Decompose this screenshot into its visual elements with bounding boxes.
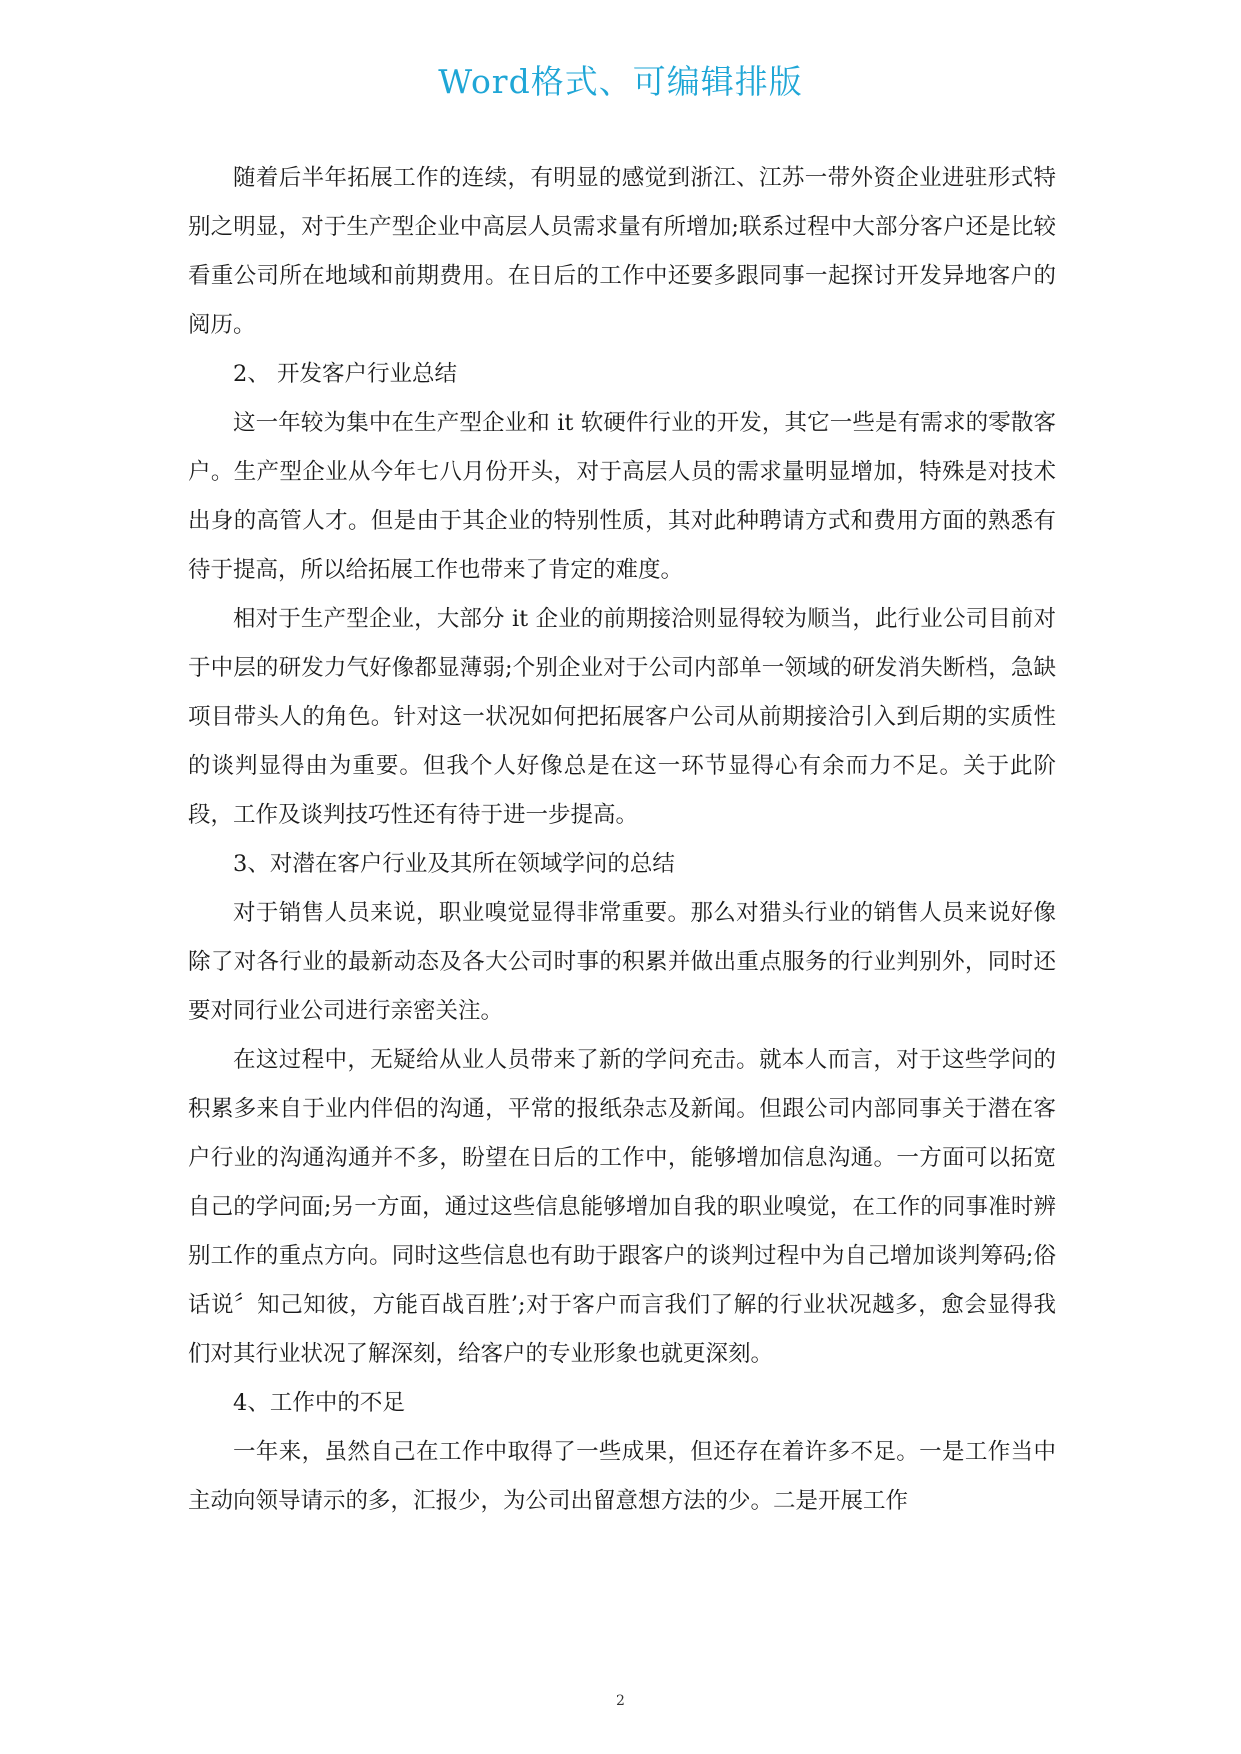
document-body (188, 154, 1056, 1526)
heading-section-2: 2、 开发客户行业总结 (233, 361, 457, 387)
paragraph-knowledge-impact: 在这过程中，无疑给从业人员带来了新的学问充击。就本人而言，对于这些学问的积累多来自于业内伴侣的沟通，平常的报纸杂志及新闻。但跟公司内部同事关于潜在客户行业的沟通沟通并不多，盼望在日后的工作中，能够增加信息沟通。一方面可以拓宽自己的学问面;另一方面，通过这些信息能够增加自我的职业嗅觉，在工作的同事准时辨别工作的重点方向。同时这些信息也有助于跟客户的谈判过程中为自己增加谈判筹码;俗话说〞知己知彼，方能百战百胜’;对于客户而言我们了解的行业状况越多，愈会显得我们对其行业状况了解深刻，给客户的专业形象也就更深刻。 (188, 1047, 1056, 1367)
paragraph-shortcomings: 一年来，虽然自己在工作中取得了一些成果，但还存在着许多不足。一是工作当中主动向领导请示的多，汇报少，为公司出留意想方法的少。二是开展工作 (188, 1439, 1056, 1514)
header-title: Word格式、可编辑排版 (438, 62, 803, 101)
paragraph-industry-focus: 这一年较为集中在生产型企业和 it 软硬件行业的开发，其它一些是有需求的零散客户。生产型企业从今年七八月份开头，对于高层人员的需求量明显增加，特殊是对技术出身的高管人才。但是由于其企业的特别性质，其对此种聘请方式和费用方面的熟悉有待于提高，所以给拓展工作也带来了肯定的难度。 (188, 410, 1056, 583)
heading-section-4: 4、工作中的不足 (233, 1390, 405, 1416)
heading-section-3: 3、对潜在客户行业及其所在领域学问的总结 (233, 851, 675, 877)
paragraph-sales-instinct: 对于销售人员来说，职业嗅觉显得非常重要。那么对猎头行业的销售人员来说好像除了对各行业的最新动态及各大公司时事的积累并做出重点服务的行业判别外，同时还要对同行业公司进行亲密关注。 (188, 900, 1056, 1024)
paragraph-it-enterprises: 相对于生产型企业，大部分 it 企业的前期接洽则显得较为顺当，此行业公司目前对于中层的研发力气好像都显薄弱;个别企业对于公司内部单一领域的研发消失断档，急缺项目带头人的角色。针对这一状况如何把拓展客户公司从前期接洽引入到后期的实质性的谈判显得由为重要。但我个人好像总是在这一环节显得心有余而力不足。关于此阶段，工作及谈判技巧性还有待于进一步提高。 (188, 606, 1056, 828)
paragraph-expansion-work: 随着后半年拓展工作的连续，有明显的感觉到浙江、江苏一带外资企业进驻形式特别之明显，对于生产型企业中高层人员需求量有所增加;联系过程中大部分客户还是比较看重公司所在地域和前期费用。在日后的工作中还要多跟同事一起探讨开发异地客户的阅历。 (188, 165, 1056, 338)
page-number: 2 (616, 1693, 625, 1709)
